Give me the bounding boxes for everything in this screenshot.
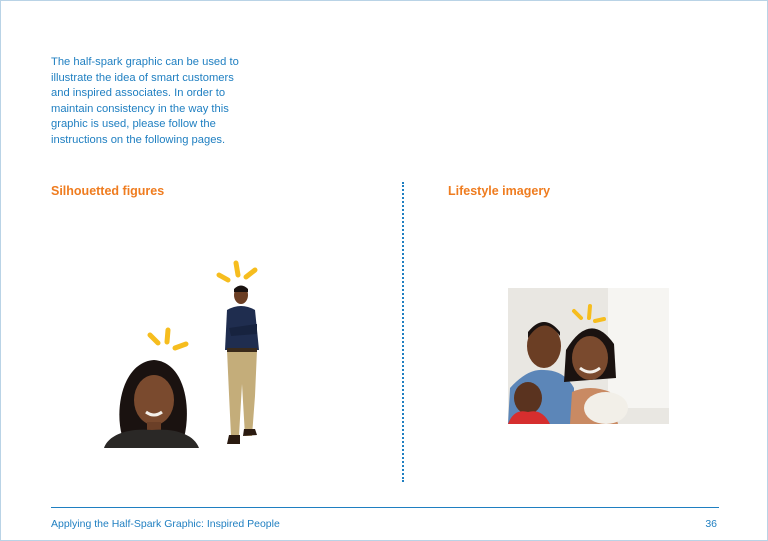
intro-paragraph: The half-spark graphic can be used to illustrate the idea of smart customers and inspired associates. In order to maintain consistency in the way this graphic is used, please follow the instructions on the following pages. (51, 56, 239, 146)
heading-silhouetted-figures: Silhouetted figures (51, 184, 165, 198)
page-number: 36 (705, 518, 717, 530)
footer-title: Applying the Half-Spark Graphic: Inspired People (51, 518, 280, 530)
vertical-divider (402, 182, 404, 482)
heading-lifestyle-imagery: Lifestyle imagery (448, 184, 551, 198)
footer-rule (51, 507, 719, 508)
half-spark-icon (144, 325, 192, 353)
woman-portrait (104, 356, 199, 448)
associate-figure (219, 284, 265, 448)
half-spark-icon (213, 259, 261, 285)
family-photo (508, 288, 669, 424)
